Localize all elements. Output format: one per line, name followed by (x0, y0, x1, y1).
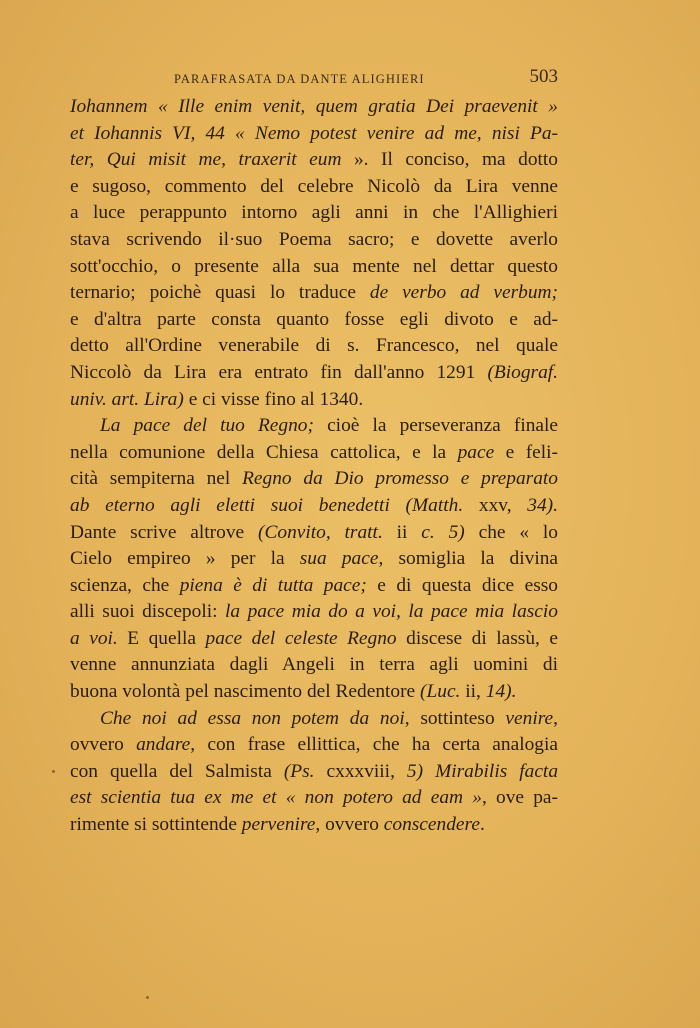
roman-text: discese di lassù, e (396, 627, 558, 649)
text-line (70, 94, 558, 121)
roman-text: , ovvero (315, 814, 384, 836)
roman-text: buona volontà pel nascimento del Redentore (70, 681, 421, 703)
text-line (70, 759, 558, 786)
running-head: PARAFRASATA DA DANTE ALIGHIERI (174, 72, 425, 86)
italic-text: (Biograf. (487, 361, 558, 383)
text-line (70, 466, 558, 493)
paragraph (70, 413, 558, 706)
text-line (70, 546, 558, 573)
roman-text: cioè la perseveranza finale (313, 415, 558, 437)
italic-text: c. 5) (421, 521, 465, 543)
text-line (70, 599, 558, 626)
roman-text: ovvero (70, 734, 137, 756)
roman-text: e d'altra parte consta quanto fosse egli divoto e ad- (70, 308, 558, 330)
text-line (70, 679, 558, 706)
roman-text: e sugoso, commento del celebre Nicolò da Lira venne (70, 175, 558, 197)
text-line (70, 732, 558, 759)
roman-text: ii, (460, 681, 486, 703)
roman-text: , somiglia la divina (378, 548, 558, 570)
italic-text: venire (505, 707, 554, 729)
italic-text: univ. art. Lira) (70, 388, 184, 410)
roman-text: e ci visse fino al 1340. (183, 388, 364, 410)
italic-text: pace del celeste Regno (205, 627, 397, 649)
book-page (70, 66, 558, 839)
roman-text: sott'occhio, o presente alla sua mente nel dettar questo (70, 255, 558, 277)
text-line (70, 227, 558, 254)
italic-text: pervenire (241, 814, 316, 836)
text-line (70, 387, 558, 414)
italic-text: et Iohannis VI, 44 « Nemo potest venire ad me, nisi Pa- (70, 122, 558, 144)
italic-text: la pace mia do a voi, la pace mia lascio (225, 601, 558, 623)
text-line (70, 147, 558, 174)
italic-text: Che noi ad essa non potem da noi (100, 707, 405, 729)
roman-text: Cielo empireo » per la (70, 548, 300, 570)
italic-text: La pace del tuo Regno; (100, 415, 314, 437)
roman-text: scienza, che (70, 574, 180, 596)
text-line (70, 254, 558, 281)
roman-text: rimente si sottintende (70, 814, 242, 836)
text-line (70, 307, 558, 334)
italic-text: Regno da Dio promesso e preparato (242, 468, 558, 490)
italic-text: andare (136, 734, 191, 756)
roman-text: cità sempiterna nel (70, 468, 243, 490)
italic-text: est scientia tua ex me et « non potero ad eam » (70, 787, 482, 809)
roman-text: Niccolò da Lira era entrato fin dall'anno 1291 (70, 361, 488, 383)
italic-text: (Luc. (420, 681, 461, 703)
roman-text: , ove pa- (481, 787, 558, 809)
italic-text: ab eterno agli eletti suoi benedetti (Matth. (70, 494, 464, 516)
roman-text: stava scrivendo il·suo Poema sacro; e dovette averlo (70, 228, 558, 250)
italic-text: (Ps. (283, 760, 315, 782)
page-header (70, 66, 558, 94)
page-number: 503 (529, 66, 558, 87)
page-speck (146, 996, 149, 999)
text-line (70, 333, 558, 360)
roman-text: alli suoi discepoli: (70, 601, 225, 623)
italic-text: pace (457, 441, 495, 463)
text-line (70, 785, 558, 812)
text-line (70, 493, 558, 520)
roman-text: ». Il conciso, ma dotto (341, 149, 558, 171)
italic-text: Iohannem « Ille enim venit, quem gratia Dei praevenit » (70, 96, 558, 117)
roman-text: , (553, 707, 558, 729)
italic-text: a voi. (70, 627, 118, 649)
italic-text: conscendere (383, 814, 480, 836)
italic-text: de verbo ad verbum; (369, 282, 558, 304)
text-line (70, 706, 558, 733)
text-line (70, 573, 558, 600)
roman-text: ternario; poichè quasi lo traduce (70, 282, 370, 304)
roman-text: venne annunziata dagli Angeli in terra agli uomini di (70, 654, 558, 676)
roman-text: E quella (117, 627, 206, 649)
roman-text: , con frase ellittica, che ha certa analogia (190, 734, 558, 756)
text-line (70, 360, 558, 387)
italic-text: sua pace (299, 548, 379, 570)
roman-text: detto all'Ordine venerabile di s. Francesco, nel quale (70, 335, 558, 357)
paragraph (70, 94, 558, 413)
italic-text: piena è di tutta pace; (179, 574, 367, 596)
text-line (70, 200, 558, 227)
roman-text: Dante scrive altrove (70, 521, 258, 543)
roman-text: . (479, 814, 485, 836)
roman-text: , sottinteso (404, 707, 506, 729)
text-line (70, 652, 558, 679)
italic-text: 14). (485, 681, 517, 703)
roman-text: e di questa dice esso (366, 574, 558, 596)
roman-text: nella comunione della Chiesa cattolica, e la (70, 441, 458, 463)
italic-text: 34). (527, 494, 558, 516)
roman-text: che « lo (464, 521, 558, 543)
roman-text: ii (382, 521, 422, 543)
text-line (70, 174, 558, 201)
roman-text: con quella del Salmista (70, 760, 284, 782)
text-line (70, 280, 558, 307)
text-line (70, 121, 558, 148)
body-text (70, 94, 558, 839)
italic-text: ter, Qui misit me, traxerit eum (70, 149, 342, 171)
text-line (70, 626, 558, 653)
text-line (70, 440, 558, 467)
roman-text: a luce perappunto intorno agli anni in che l'Allighieri (70, 202, 558, 224)
roman-text: cxxxviii, (314, 760, 407, 782)
roman-text: e feli- (494, 441, 558, 463)
paragraph (70, 706, 558, 839)
text-line (70, 812, 558, 839)
text-line (70, 520, 558, 547)
roman-text: xxv, (463, 494, 528, 516)
italic-text: 5) Mirabilis facta (406, 760, 558, 782)
italic-text: (Convito, tratt. (257, 521, 383, 543)
page-speck (52, 770, 55, 773)
text-line (70, 413, 558, 440)
